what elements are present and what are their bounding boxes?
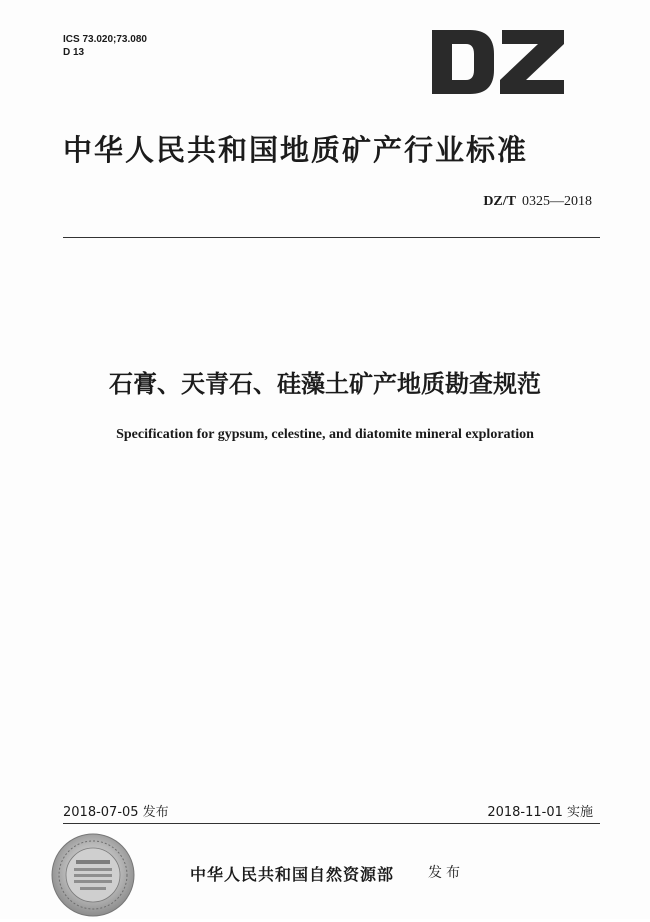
footer-divider bbox=[63, 823, 600, 824]
issue-label: 发布 bbox=[428, 865, 464, 881]
standard-year-number: 0325—2018 bbox=[522, 194, 592, 209]
implementation-date: 2018-11-01 实施 bbox=[487, 805, 593, 820]
dz-logo bbox=[432, 30, 564, 94]
issuing-authority: 中华人民共和国自然资源部 bbox=[190, 865, 395, 884]
anti-counterfeit-seal bbox=[50, 832, 136, 918]
issue-date: 2018-07-05 发布 bbox=[63, 805, 169, 820]
ics-code: ICS 73.020;73.080 bbox=[63, 34, 147, 45]
classification-codes bbox=[63, 33, 147, 59]
chinese-title: 石膏、天青石、硅藻土矿产地质勘查规范 bbox=[109, 370, 541, 398]
organization-title: 中华人民共和国地质矿产行业标准 bbox=[63, 133, 529, 167]
header-divider bbox=[63, 237, 600, 238]
ccs-code: D 13 bbox=[63, 47, 85, 58]
standard-code: DZ/T bbox=[483, 194, 516, 209]
english-title: Specification for gypsum, celestine, and diatomite mineral exploration bbox=[116, 427, 534, 442]
standard-number bbox=[483, 194, 592, 210]
